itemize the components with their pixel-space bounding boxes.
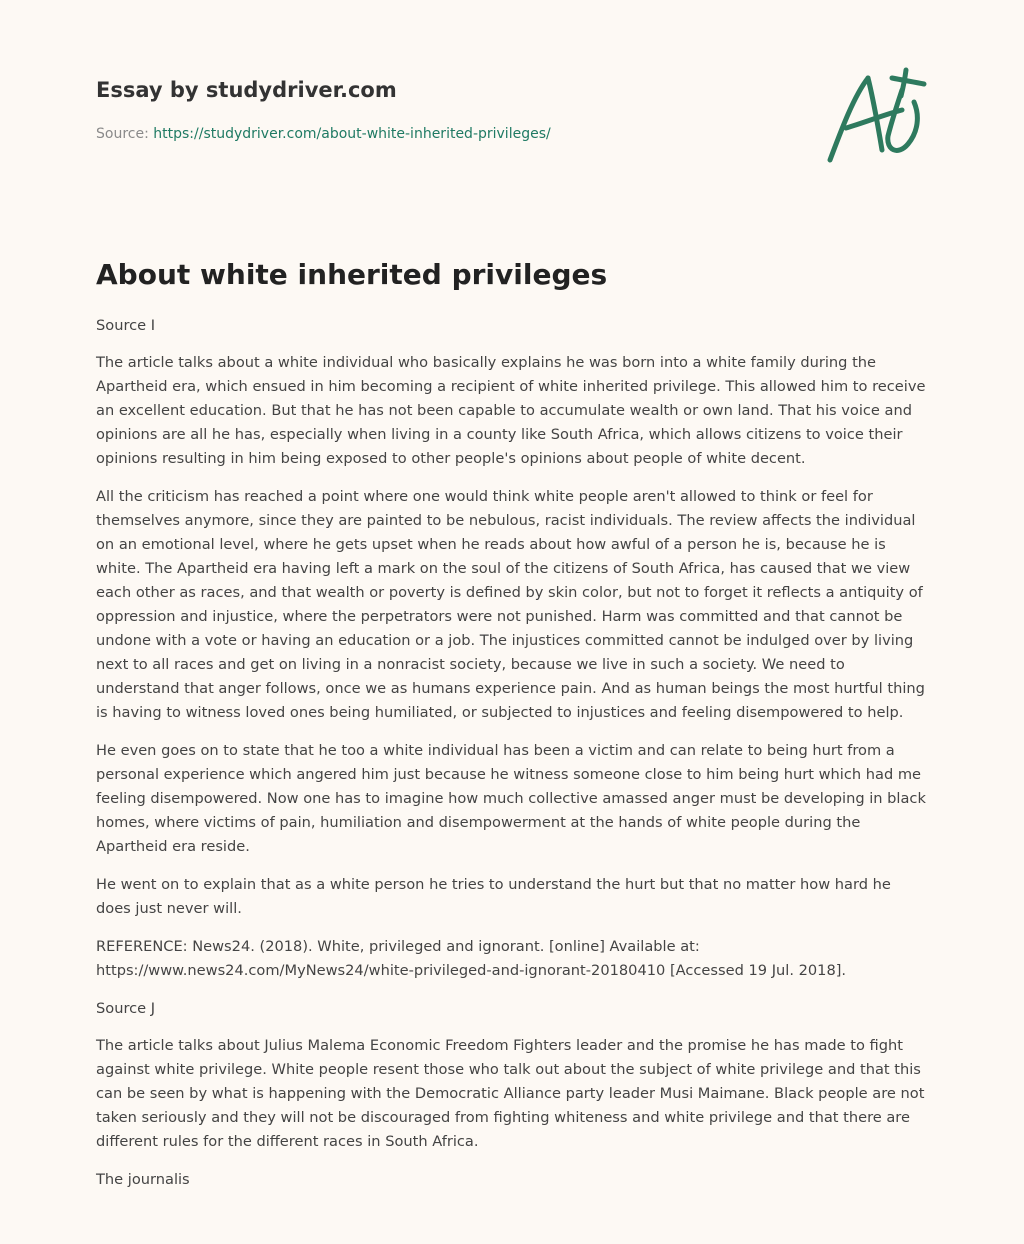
source-i-label: Source I <box>96 317 156 334</box>
a-plus-logo-icon <box>822 66 932 166</box>
truncated-paragraph: The journalis <box>96 1171 190 1188</box>
source-line <box>96 124 796 144</box>
paragraph: The article talks about Julius Malema Economic Freedom Fighters leader and the promise he has made to fight against white privilege. White people resent those who talk out about the subject of white privilege and that this can be seen by what is happening with the Democratic Alliance party leader Musi Maimane. Black people are not taken seriously and they will not be discouraged from fighting whiteness and white privilege and that there are different rules for the different races in South Africa. <box>96 1037 925 1150</box>
essay-header <box>96 74 796 144</box>
source-j-label: Source J <box>96 1000 156 1017</box>
paragraph: He went on to explain that as a white person he tries to understand the hurt but that no matter how hard he does just never will. <box>96 876 891 917</box>
paragraph: All the criticism has reached a point where one would think white people aren't allowed to think or feel for themselves anymore, since they are painted to be nebulous, racist individuals. The review affects the individual on an emotional level, where he gets upset when he reads about how awful of a person he is, because he is white. The Apartheid era having left a mark on the soul of the citizens of South Africa, has caused that we view each other as races, and that wealth or poverty is defined by skin color, but not to forget it reflects a antiquity of oppression and injustice, where the perpetrators were not punished. Harm was committed and that cannot be undone with a vote or having an education or a job. The injustices committed cannot be indulged over by living next to all races and get on living in a nonracist society, because we live in such a society. We need to understand that anger follows, once we as humans experience pain. And as human beings the most hurtful thing is having to witness loved ones being humiliated, or subjected to injustices and feeling disempowered to help. <box>96 488 925 721</box>
paragraph: The article talks about a white individual who basically explains he was born into a white family during the Apartheid era, which ensued in him becoming a recipient of white inherited privilege. This allowed him to receive an excellent education. But that he has not been capable to accumulate wealth or own land. That his voice and opinions are all he has, especially when living in a county like South Africa, which allows citizens to voice their opinions resulting in him being exposed to other people's opinions about people of white decent. <box>96 354 926 467</box>
brand-title: Essay by studydriver.com <box>96 78 397 102</box>
paragraph: He even goes on to state that he too a white individual has been a victim and can relate to being hurt from a personal experience which angered him just because he witness someone close to him being hurt which had me feeling disempowered. Now one has to imagine how much collective amassed anger must be developing in black homes, where victims of pain, humiliation and disempowerment at the hands of white people during the Apartheid era reside. <box>96 742 926 855</box>
essay-title: About white inherited privileges <box>96 258 608 291</box>
reference-line: REFERENCE: News24. (2018). White, privileged and ignorant. [online] Available at: <box>96 938 700 955</box>
reference-url: https://www.news24.com/MyNews24/white-privileged-and-ignorant-20180410 [Accessed 19 Jul. 2018]. <box>96 962 847 979</box>
source-label: Source: <box>96 126 149 142</box>
reference <box>96 935 930 983</box>
essay-body <box>96 314 930 1206</box>
source-link[interactable]: https://studydriver.com/about-white-inherited-privileges/ <box>153 126 551 142</box>
